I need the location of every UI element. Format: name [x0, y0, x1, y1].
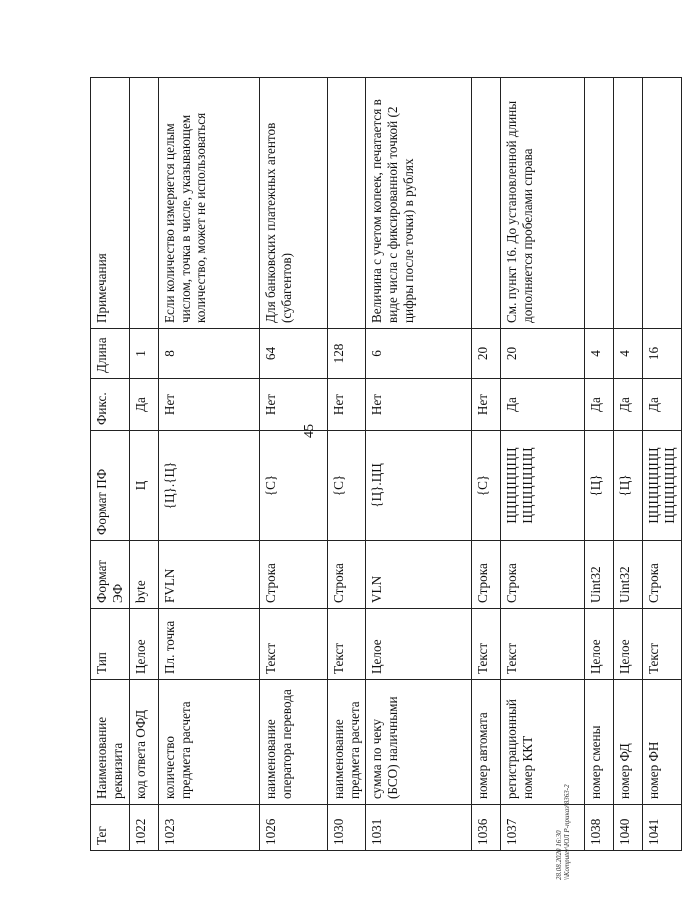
table-row: [585, 78, 614, 851]
length-text: 4: [617, 350, 633, 357]
cell-notes: [585, 78, 614, 329]
page-number: 45: [302, 424, 317, 438]
type-text: Текст: [504, 642, 520, 674]
fixed-text: Нет: [330, 393, 346, 416]
name-text: код ответа ОФД: [132, 709, 148, 799]
table-row: [501, 78, 585, 851]
cell-pf-format: [129, 431, 158, 541]
cell-fixed: [327, 379, 366, 431]
cell-ef-format: [366, 541, 472, 609]
cell-type: [366, 609, 472, 680]
cell-type: [327, 609, 366, 680]
ef-format-text: FVLN: [161, 568, 177, 603]
cell-fixed: [259, 379, 327, 431]
type-text: Целое: [369, 639, 385, 674]
ef-format-text: Uint32: [617, 566, 633, 603]
header-ef-format: Формат ЭФ: [91, 541, 130, 609]
length-text: 64: [262, 346, 278, 361]
length-text: 20: [504, 346, 520, 361]
cell-notes: [366, 78, 472, 329]
requisites-table: [90, 77, 682, 851]
cell-length: [366, 329, 472, 379]
header-type: Тип: [91, 609, 130, 680]
fixed-text: Да: [588, 397, 604, 412]
table-row: [472, 78, 501, 851]
name-text: наименование предмета расчета: [330, 701, 362, 799]
cell-name: [259, 680, 327, 805]
table-row: [643, 78, 682, 851]
length-text: 128: [330, 343, 346, 364]
tag-text: 1026: [262, 818, 278, 845]
cell-fixed: [129, 379, 158, 431]
ef-format-text: Строка: [504, 563, 520, 603]
cell-ef-format: [472, 541, 501, 609]
ef-format-text: Строка: [475, 563, 491, 603]
cell-length: [614, 329, 643, 379]
tag-text: 1030: [330, 818, 346, 845]
pf-format-text: {Ц}: [588, 474, 604, 497]
table-row: [129, 78, 158, 851]
length-text: 8: [161, 350, 177, 357]
cell-tag: [366, 805, 472, 851]
footer-path: \\Komputer\ЮЛ Р-приказ\8363-2: [563, 784, 572, 880]
cell-ef-format: [129, 541, 158, 609]
cell-length: [472, 329, 501, 379]
notes-text: Величина с учетом копеек, печатается в виде числа с фиксированной точкой (2 цифры после точки) в рублях: [369, 99, 417, 323]
cell-notes: [501, 78, 585, 329]
cell-fixed: [614, 379, 643, 431]
cell-name: [643, 680, 682, 805]
cell-pf-format: [614, 431, 643, 541]
cell-length: [501, 329, 585, 379]
cell-pf-format: [158, 431, 259, 541]
cell-type: [259, 609, 327, 680]
pf-format-text: ЦЦЦЦЦЦЦЦ ЦЦЦЦЦЦЦЦ: [646, 447, 678, 524]
tag-text: 1022: [132, 818, 148, 845]
cell-type: [614, 609, 643, 680]
header-notes: Примечания: [91, 78, 130, 329]
type-text: Пл. точка: [161, 620, 177, 674]
table-row: [614, 78, 643, 851]
cell-tag: [259, 805, 327, 851]
tag-text: 1023: [161, 818, 177, 845]
cell-name: [472, 680, 501, 805]
name-text: номер смены: [588, 725, 604, 799]
cell-pf-format: [366, 431, 472, 541]
type-text: Текст: [262, 642, 278, 674]
cell-name: [327, 680, 366, 805]
cell-notes: [259, 78, 327, 329]
cell-type: [643, 609, 682, 680]
table-row: [259, 78, 327, 851]
pf-format-text: {Ц}: [617, 474, 633, 497]
cell-fixed: [472, 379, 501, 431]
tag-text: 1031: [369, 818, 385, 845]
tag-text: 1041: [646, 818, 662, 845]
name-text: номер ФД: [617, 743, 633, 799]
cell-fixed: [585, 379, 614, 431]
fixed-text: Нет: [369, 393, 385, 416]
notes-text: Если количество измеряется целым числом, точка в числе, указывающем количество, может не использоваться: [161, 112, 209, 323]
ef-format-text: Uint32: [588, 566, 604, 603]
cell-ef-format: [614, 541, 643, 609]
fixed-text: Нет: [262, 393, 278, 416]
header-length: Длина: [91, 329, 130, 379]
footer-date: 28.08.2020 16:30: [555, 830, 563, 880]
table-body: [129, 78, 681, 851]
fixed-text: Нет: [475, 393, 491, 416]
pf-format-text: {С}: [475, 474, 491, 497]
cell-fixed: [501, 379, 585, 431]
cell-notes: [643, 78, 682, 329]
type-text: Целое: [588, 639, 604, 674]
cell-fixed: [366, 379, 472, 431]
cell-type: [501, 609, 585, 680]
name-text: номер ФН: [646, 741, 662, 799]
ef-format-text: byte: [132, 580, 148, 603]
cell-tag: [585, 805, 614, 851]
length-text: 16: [646, 346, 662, 361]
pf-format-text: {С}: [330, 474, 346, 497]
cell-length: [259, 329, 327, 379]
cell-fixed: [158, 379, 259, 431]
ef-format-text: Строка: [330, 563, 346, 603]
cell-ef-format: [327, 541, 366, 609]
fixed-text: Да: [617, 397, 633, 412]
cell-tag: [158, 805, 259, 851]
table-row: [158, 78, 259, 851]
cell-notes: [129, 78, 158, 329]
header-tag: Тег: [91, 805, 130, 851]
fixed-text: Да: [646, 397, 662, 412]
table-row: [327, 78, 366, 851]
cell-ef-format: [643, 541, 682, 609]
cell-tag: [129, 805, 158, 851]
name-text: количество предмета расчета: [161, 701, 193, 799]
cell-ef-format: [259, 541, 327, 609]
cell-pf-format: [259, 431, 327, 541]
ef-format-text: Строка: [262, 563, 278, 603]
pf-format-text: Ц: [132, 480, 148, 491]
type-text: Текст: [330, 642, 346, 674]
name-text: номер автомата: [475, 712, 491, 799]
cell-tag: [643, 805, 682, 851]
fixed-text: Да: [132, 397, 148, 412]
cell-type: [472, 609, 501, 680]
cell-type: [129, 609, 158, 680]
notes-text: Для банковских платежных агентов (субагентов): [262, 122, 294, 323]
cell-notes: [472, 78, 501, 329]
cell-type: [585, 609, 614, 680]
cell-name: [158, 680, 259, 805]
name-text: сумма по чеку (БСО) наличными: [369, 696, 401, 799]
ef-format-text: VLN: [369, 575, 385, 603]
cell-pf-format: [501, 431, 585, 541]
type-text: Текст: [646, 642, 662, 674]
table-row: [366, 78, 472, 851]
type-text: Целое: [132, 639, 148, 674]
tag-text: 1036: [475, 818, 491, 845]
cell-length: [643, 329, 682, 379]
cell-tag: [614, 805, 643, 851]
cell-pf-format: [643, 431, 682, 541]
header-name: Наименование реквизита: [91, 680, 130, 805]
type-text: Целое: [617, 639, 633, 674]
cell-name: [614, 680, 643, 805]
cell-tag: [472, 805, 501, 851]
table-header-row: [91, 78, 130, 851]
length-text: 6: [369, 350, 385, 357]
cell-length: [129, 329, 158, 379]
fixed-text: Нет: [161, 393, 177, 416]
cell-pf-format: [472, 431, 501, 541]
cell-tag: [501, 805, 585, 851]
cell-fixed: [643, 379, 682, 431]
length-text: 20: [475, 346, 491, 361]
cell-ef-format: [158, 541, 259, 609]
header-fixed: Фикс.: [91, 379, 130, 431]
fixed-text: Да: [504, 397, 520, 412]
tag-text: 1038: [588, 818, 604, 845]
pf-format-text: {С}: [262, 474, 278, 497]
name-text: наименование оператора перевода: [262, 689, 294, 799]
cell-ef-format: [501, 541, 585, 609]
cell-ef-format: [585, 541, 614, 609]
name-text: регистрационный номер ККТ: [504, 699, 536, 799]
ef-format-text: Строка: [646, 563, 662, 603]
length-text: 4: [588, 350, 604, 357]
cell-name: [585, 680, 614, 805]
cell-length: [158, 329, 259, 379]
type-text: Текст: [475, 642, 491, 674]
cell-length: [327, 329, 366, 379]
tag-text: 1040: [617, 818, 633, 845]
tag-text: 1037: [504, 818, 520, 845]
cell-pf-format: [327, 431, 366, 541]
pf-format-text: ЦЦЦЦЦЦЦЦ ЦЦЦЦЦЦЦЦ: [504, 447, 536, 524]
header-pf-format: Формат ПФ: [91, 431, 130, 541]
cell-pf-format: [585, 431, 614, 541]
pf-format-text: {Ц}.{Ц}: [161, 461, 177, 510]
cell-name: [129, 680, 158, 805]
cell-notes: [158, 78, 259, 329]
notes-text: См. пункт 16. До установленной длины дополняется пробелами справа: [504, 100, 536, 323]
cell-tag: [327, 805, 366, 851]
cell-type: [158, 609, 259, 680]
length-text: 1: [132, 350, 148, 357]
cell-notes: [327, 78, 366, 329]
cell-length: [585, 329, 614, 379]
footer-stamp: [555, 730, 571, 880]
cell-notes: [614, 78, 643, 329]
cell-name: [366, 680, 472, 805]
cell-name: [501, 680, 585, 805]
pf-format-text: {Ц}.ЦЦ: [369, 463, 385, 508]
